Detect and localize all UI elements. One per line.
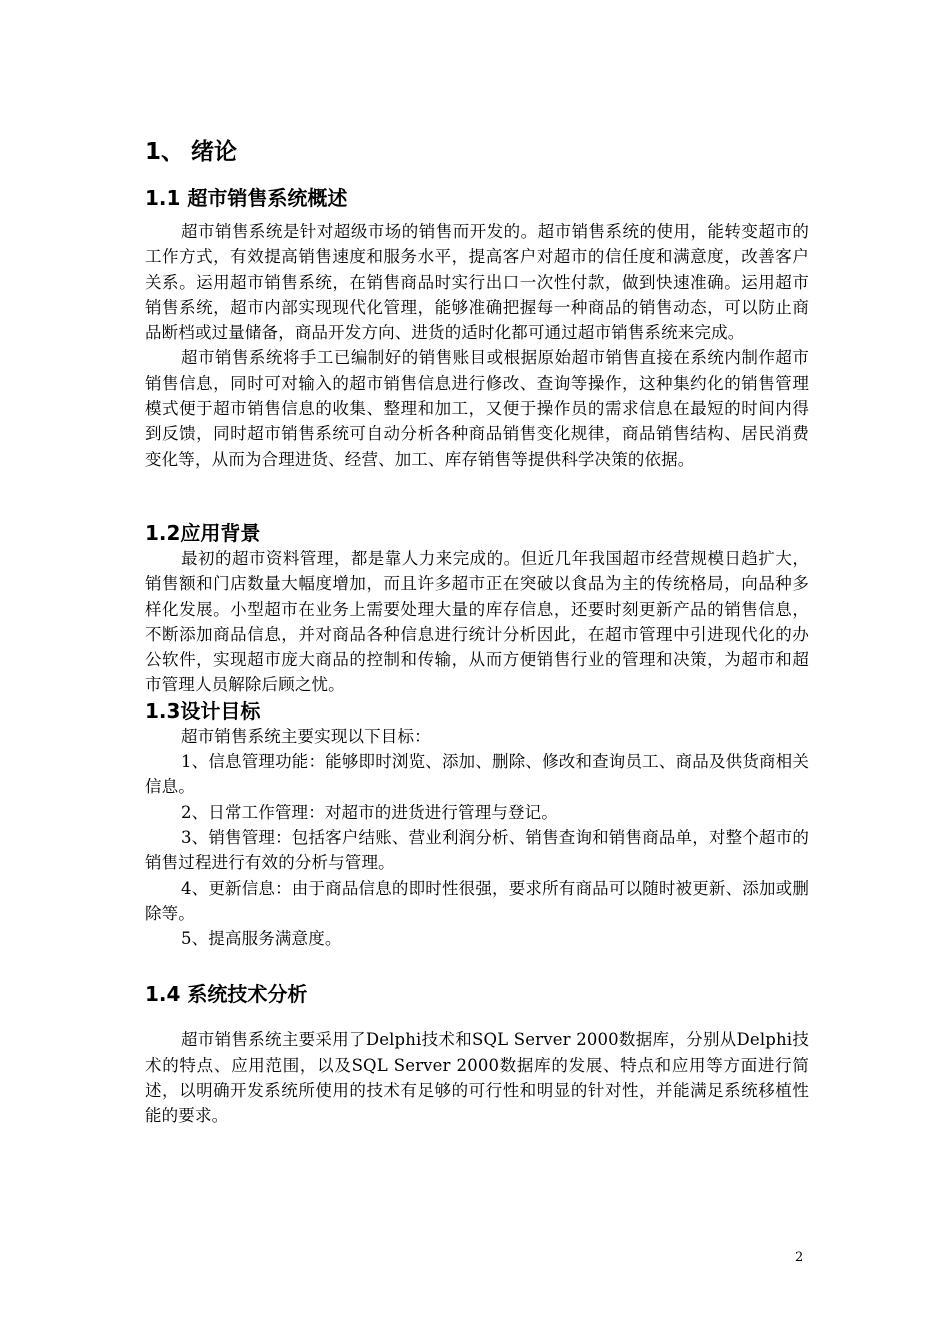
chapter-heading bbox=[145, 136, 809, 168]
section-heading-1-4: 1.4 系统技术分析 bbox=[145, 982, 308, 1007]
section-heading-1-1: 1.1 超市销售系统概述 bbox=[145, 186, 348, 210]
list-item: 2、日常工作管理：对超市的进货进行管理与登记。 bbox=[181, 802, 558, 822]
paragraph: 最初的超市资料管理，都是靠人力来完成的。但近几年我国超市经营规模日趋扩大，销售额和门店数量大幅度增加，而且许多超市正在突破以食品为主的传统格局，向品种多样化发展。小型超市在业务上需要处理大量的库存信息，还要时刻更新产品的销售信息，不断添加商品信息，并对商品各种信息进行统计分析因此，在超市管理中引进现代化的办公软件，实现超市庞大商品的控制和传输，从而方便销售行业的管理和决策，为超市和超市管理人员解除后顾之忧。 bbox=[145, 548, 809, 695]
paragraph: 超市销售系统主要采用了Delphi技术和SQL Server 2000数据库，分别从Delphi技术的特点、应用范围，以及SQL Server 2000数据库的发展、特点和应用等方面进行简述，以明确开发系统所使用的技术有足够的可行性和明显的针对性，并能满足系统移植性能的要求。 bbox=[145, 1030, 809, 1126]
list-item: 1、信息管理功能：能够即时浏览、添加、删除、修改和查询员工、商品及供货商相关信息。 bbox=[145, 752, 809, 797]
list-item: 5、提高服务满意度。 bbox=[181, 929, 342, 949]
section-heading-1-2: 1.2应用背景 bbox=[145, 520, 261, 545]
spacer bbox=[145, 951, 809, 981]
list-item: 3、销售管理：包括客户结账、营业利润分析、销售查询和销售商品单，对整个超市的销售过程进行有效的分析与管理。 bbox=[145, 827, 809, 873]
paragraph: 超市销售系统是针对超级市场的销售而开发的。超市销售系统的使用，能转变超市的工作方式，有效提高销售速度和服务水平，提高客户对超市的信任度和满意度，改善客户关系。运用超市销售系统，在销售商品时实行出口一次性付款，做到快速准确。运用超市销售系统，超市内部实现现代化管理，能够准确把握每一种商品的销售动态，可以防止商品断档或过量储备，商品开发方向、进货的适时化都可通过超市销售系统来完成。 bbox=[145, 222, 809, 343]
page-content bbox=[145, 136, 809, 1129]
chapter-title: 绪论 bbox=[191, 139, 237, 165]
paragraph: 超市销售系统主要实现以下目标： bbox=[181, 726, 431, 746]
spacer bbox=[145, 472, 809, 520]
paragraph: 超市销售系统将手工已编制好的销售账目或根据原始超市销售直接在系统内制作超市销售信息，同时可对输入的超市销售信息进行修改、查询等操作，这种集约化的销售管理模式便于超市销售信息的收集、整理和加工，又便于操作员的需求信息在最短的时间内得到反馈，同时超市销售系统可自动分析各种商品销售变化规律，商品销售结构、居民消费变化等，从而为合理进货、经营、加工、库存销售等提供科学决策的依据。 bbox=[145, 348, 809, 469]
chapter-number: 1、 bbox=[145, 139, 185, 165]
list-item: 4、更新信息：由于商品信息的即时性很强，要求所有商品可以随时被更新、添加或删除等。 bbox=[145, 878, 809, 923]
page-number: 2 bbox=[795, 1250, 804, 1265]
section-heading-1-3: 1.3设计目标 bbox=[145, 698, 261, 723]
